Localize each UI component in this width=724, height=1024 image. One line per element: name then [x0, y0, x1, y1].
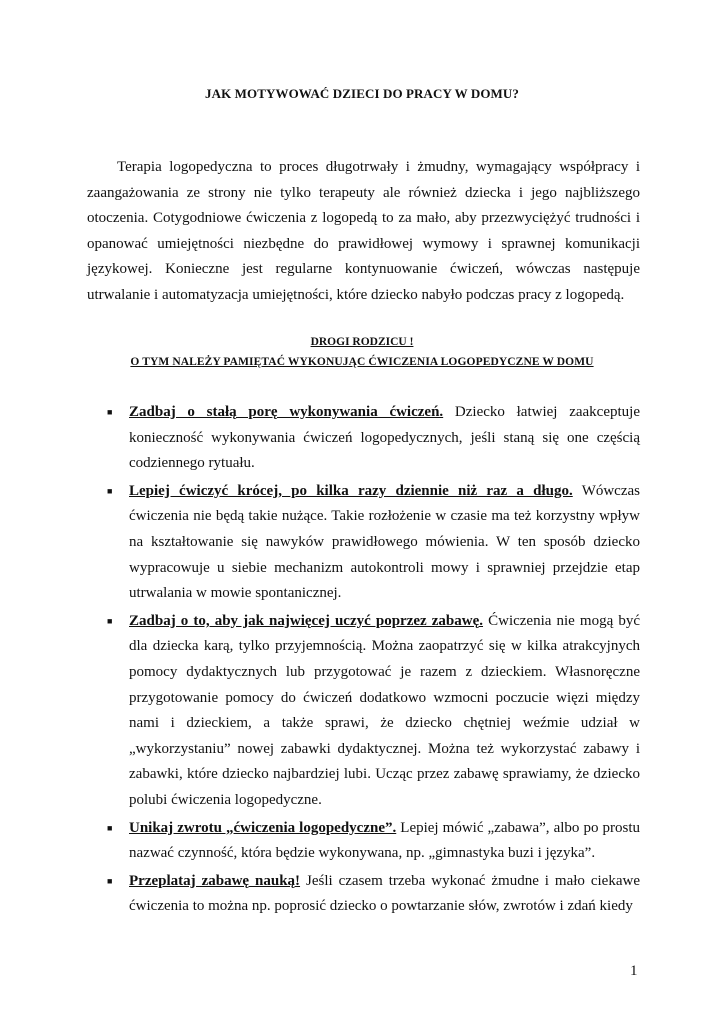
item-text: Dziecko łatwiej zaakceptuje konieczność wykonywania ćwiczeń logopedycznych, jeśli staną się one częścią codziennego rytuału.	[129, 404, 640, 472]
list-item	[107, 609, 640, 814]
item-lead: Unikaj zwrotu „ćwiczenia logopedyczne”.	[129, 819, 397, 836]
item-lead: Lepiej ćwiczyć krócej, po kilka razy dziennie niż raz a długo.	[129, 482, 573, 499]
item-text: Lepiej mówić „zabawa”, albo po prostu nazwać czynność, która będzie wykonywana, np. „gimnastyka buzi i języka”.	[129, 819, 640, 862]
square-bullet-icon: ■	[107, 615, 113, 626]
tips-list	[107, 400, 640, 922]
item-lead: Zadbaj o stałą porę wykonywania ćwiczeń.	[129, 404, 444, 420]
page-number: 1	[630, 963, 638, 979]
list-item	[107, 479, 640, 607]
item-text: Jeśli czasem trzeba wykonać żmudne i mało ciekawe ćwiczenia to można np. poprosić dziecko o powtarzanie słów, zwrotów i zdań kiedy	[129, 872, 640, 915]
list-item	[107, 869, 640, 920]
item-text: Wówczas ćwiczenia nie będą takie nużące. Takie rozłożenie w czasie ma też korzystny wpływ na kształtowanie się nawyków prawidłowego mówienia. W ten sposób dziecko wypracowuje u siebie mechanizm autokontroli mowy i sprawniej przejdzie etap utrwalania w mowie spontanicznej.	[129, 482, 640, 602]
list-item	[107, 816, 640, 867]
subheading-greeting: DROGI RODZICU !	[310, 336, 414, 348]
intro-paragraph: Terapia logopedyczna to proces długotrwały i żmudny, wymagający współpracy i zaangażowania ze strony nie tylko terapeuty ale również dziecka i jego najbliższego otoczenia. Cotygodniowe ćwiczenia z logopedą to za mało, aby przezwyciężyć trudności i opanować umiejętności niezbędne do prawidłowej wymowy i sprawnej komunikacji językowej. Konieczne jest regularne kontynuowanie ćwiczeń, wówczas następuje utrwalanie i automatyzacja umiejętności, które dziecko nabyło podczas pracy z logopedą.	[87, 159, 640, 303]
square-bullet-icon: ■	[107, 822, 113, 833]
list-item	[107, 400, 640, 477]
page-title: JAK MOTYWOWAĆ DZIECI DO PRACY W DOMU?	[204, 86, 520, 101]
square-bullet-icon: ■	[107, 875, 113, 886]
item-lead: Przeplataj zabawę nauką!	[129, 872, 301, 889]
square-bullet-icon: ■	[107, 407, 113, 417]
item-text: Ćwiczenia nie mogą być dla dziecka karą, tylko przyjemnością. Można zaopatrzyć się w kilka atrakcyjnych pomocy dydaktycznych lub przygotować je razem z dzieckiem. Własnoręczne przygotowanie pomocy do ćwiczeń dodatkowo wzmocni poczucie więzi między nami i dzieckiem, a także sprawi, że dziecko chętniej weźmie udział w „wykorzystaniu” nowej zabawki dydaktycznej. Można też wykorzystać zabawy i zabawki, które dziecko najbardziej lubi. Ucząc przez zabawę sprawiamy, że dziecko polubi ćwiczenia logopedyczne.	[129, 612, 640, 808]
square-bullet-icon: ■	[107, 485, 113, 496]
subheading-reminder: O TYM NALEŻY PAMIĘTAĆ WYKONUJĄC ĆWICZENIA LOGOPEDYCZNE W DOMU	[130, 356, 594, 368]
item-lead: Zadbaj o to, aby jak najwięcej uczyć poprzez zabawę.	[129, 612, 484, 629]
